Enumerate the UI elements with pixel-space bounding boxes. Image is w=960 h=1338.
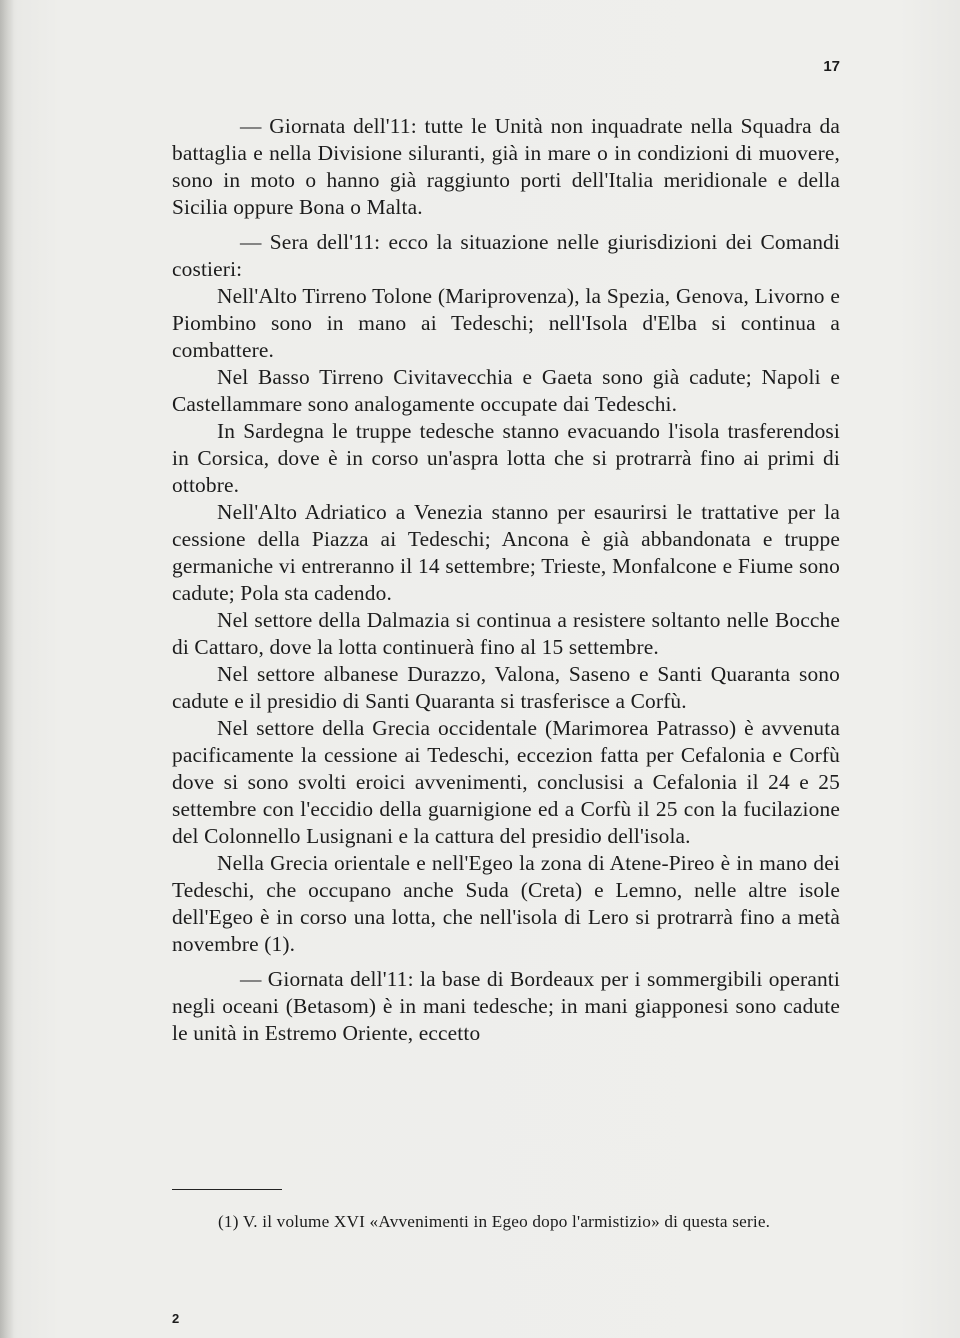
paragraph-giornata-11-unita: — Giornata dell'11: tutte le Unità non inquadrate nella Squadra da battaglia e nella Divisione siluranti, già in mare o in condizioni di muovere, sono in moto o hanno già raggiunto porti dell'Italia meridionale e della Sicilia oppure Bona o Malta. [172, 114, 840, 219]
binding-edge [0, 0, 14, 1338]
paragraph-sardegna: In Sardegna le truppe tedesche stanno evacuando l'isola trasferendosi in Corsica, dove è in corso un'aspra lotta che si protrarrà fino ai primi di ottobre. [172, 419, 840, 497]
paragraph-sera-11: — Sera dell'11: ecco la situazione nelle giurisdizioni dei Comandi costieri: [172, 230, 840, 281]
signature-mark: 2 [172, 1311, 180, 1326]
paragraph-basso-tirreno: Nel Basso Tirreno Civitavecchia e Gaeta sono già cadute; Napoli e Castellammare sono analogamente occupate dai Tedeschi. [172, 365, 840, 416]
page-number: 17 [823, 58, 840, 75]
paragraph-alto-tirreno: Nell'Alto Tirreno Tolone (Mariprovenza), la Spezia, Genova, Livorno e Piombino sono in mano ai Tedeschi; nell'Isola d'Elba si continua a combattere. [172, 284, 840, 362]
body-text [172, 113, 840, 1047]
paragraph-alto-adriatico: Nell'Alto Adriatico a Venezia stanno per esaurirsi le trattative per la cessione della Piazza ai Tedeschi; Ancona è già abbandonata e truppe germaniche vi entreranno il 14 settembre; Trieste, Monfalcone e Fiume sono cadute; Pola sta cadendo. [172, 500, 840, 605]
paragraph-grecia-occidentale: Nel settore della Grecia occidentale (Marimorea Patrasso) è avvenuta pacificamente la cessione ai Tedeschi, eccezion fatta per Cefalonia e Corfù dove si sono svolti eroici avvenimenti, conclusisi a Cefalonia il 24 e 25 settembre con l'eccidio della guarnigione ed a Corfù il 25 con la fucilazione del Colonnello Lusignani e la cattura del presidio dell'isola. [172, 716, 840, 848]
paragraph-grecia-orientale: Nella Grecia orientale e nell'Egeo la zona di Atene-Pireo è in mano dei Tedeschi, che occupano anche Suda (Creta) e Lemno, nelle altre isole dell'Egeo è in corso una lotta, che nell'isola di Lero si protrarrà fino a metà novembre (1). [172, 851, 840, 956]
paragraph-albania: Nel settore albanese Durazzo, Valona, Saseno e Santi Quaranta sono cadute e il presidio di Santi Quaranta si trasferisce a Corfù. [172, 662, 840, 713]
footnote: (1) V. il volume XVI «Avvenimenti in Egeo dopo l'armistizio» di questa serie. [218, 1212, 771, 1231]
paragraph-giornata-11-bordeaux: — Giornata dell'11: la base di Bordeaux per i sommergibili operanti negli oceani (Betasom) è in mani tedesche; in mani giapponesi sono cadute le unità in Estremo Oriente, eccetto [172, 967, 840, 1045]
paragraph-dalmazia: Nel settore della Dalmazia si continua a resistere soltanto nelle Bocche di Cattaro, dove la lotta continuerà fino al 15 settembre. [172, 608, 840, 659]
footnote-divider [172, 1189, 282, 1190]
